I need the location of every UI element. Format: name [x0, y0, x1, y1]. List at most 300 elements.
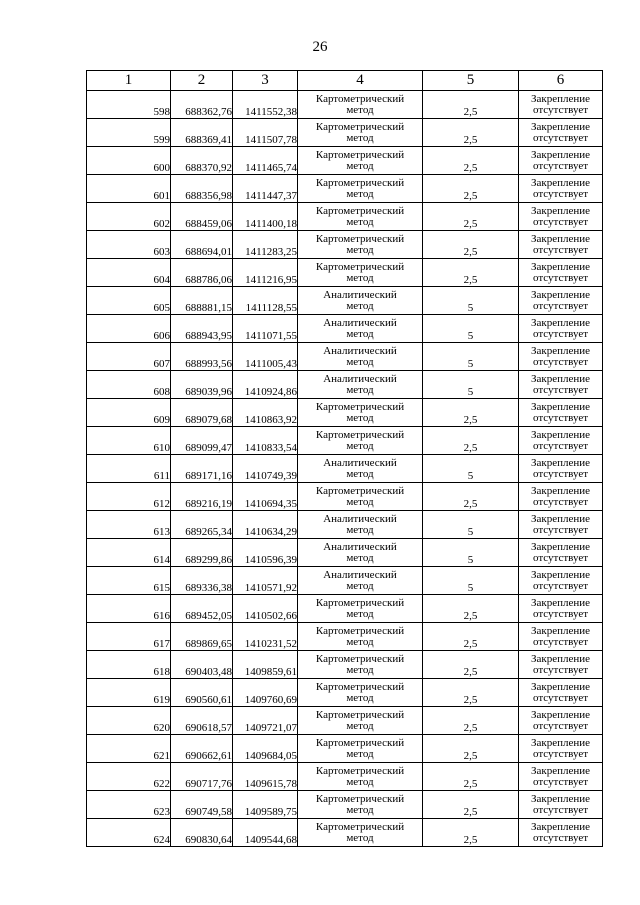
method-label: Аналитический: [323, 456, 397, 469]
method-cell: [298, 819, 423, 847]
fixation-label-suffix: отсутствует: [532, 411, 589, 424]
method-cell: [298, 427, 423, 455]
table-row: [87, 287, 603, 315]
method-label-suffix: метод: [346, 551, 374, 564]
method-label-suffix: метод: [346, 495, 374, 508]
method-label-suffix: метод: [346, 131, 374, 144]
fixation-cell: [519, 763, 603, 791]
accuracy-value: 5: [423, 315, 519, 343]
coord-y: 1411400,18: [233, 203, 298, 231]
coord-y: 1410231,52: [233, 623, 298, 651]
method-label: Картометрический: [315, 148, 405, 161]
method-label: Картометрический: [315, 428, 405, 441]
fixation-cell: [519, 679, 603, 707]
coord-x: 688694,01: [171, 231, 233, 259]
method-label-suffix: метод: [346, 803, 374, 816]
fixation-label-suffix: отсутствует: [532, 467, 589, 480]
method-label-suffix: метод: [346, 663, 374, 676]
coord-x: 689336,38: [171, 567, 233, 595]
coord-y: 1410694,35: [233, 483, 298, 511]
coord-y: 1409721,07: [233, 707, 298, 735]
accuracy-value: 2,5: [423, 651, 519, 679]
method-label-suffix: метод: [346, 579, 374, 592]
method-label: Картометрический: [315, 596, 405, 609]
fixation-cell: [519, 623, 603, 651]
coord-y: 1409859,61: [233, 651, 298, 679]
accuracy-value: 5: [423, 539, 519, 567]
fixation-cell: [519, 371, 603, 399]
accuracy-value: 2,5: [423, 175, 519, 203]
fixation-label-suffix: отсутствует: [532, 439, 589, 452]
fixation-cell: [519, 791, 603, 819]
coord-y: 1411552,38: [233, 91, 298, 119]
accuracy-value: 2,5: [423, 707, 519, 735]
method-label-suffix: метод: [346, 355, 374, 368]
accuracy-value: 5: [423, 455, 519, 483]
table-row: [87, 819, 603, 847]
fixation-label-suffix: отсутствует: [532, 355, 589, 368]
method-label-suffix: метод: [346, 439, 374, 452]
fixation-label: Закрепление: [530, 344, 591, 357]
fixation-cell: [519, 175, 603, 203]
point-number: 614: [87, 539, 171, 567]
table-row: [87, 707, 603, 735]
coord-x: 688356,98: [171, 175, 233, 203]
method-cell: [298, 119, 423, 147]
fixation-label: Закрепление: [530, 512, 591, 525]
coord-y: 1411071,55: [233, 315, 298, 343]
accuracy-value: 5: [423, 371, 519, 399]
method-cell: [298, 511, 423, 539]
point-number: 600: [87, 147, 171, 175]
fixation-label-suffix: отсутствует: [532, 775, 589, 788]
method-label-suffix: метод: [346, 215, 374, 228]
fixation-label: Закрепление: [530, 652, 591, 665]
table-row: [87, 231, 603, 259]
method-label: Аналитический: [323, 344, 397, 357]
method-cell: [298, 287, 423, 315]
coord-x: 688459,06: [171, 203, 233, 231]
point-number: 606: [87, 315, 171, 343]
method-label-suffix: метод: [346, 523, 374, 536]
accuracy-value: 5: [423, 343, 519, 371]
method-cell: [298, 791, 423, 819]
table-row: [87, 343, 603, 371]
point-number: 624: [87, 819, 171, 847]
method-cell: [298, 91, 423, 119]
table-header-row: [87, 71, 603, 91]
accuracy-value: 2,5: [423, 259, 519, 287]
accuracy-value: 2,5: [423, 119, 519, 147]
coord-x: 689869,65: [171, 623, 233, 651]
fixation-label-suffix: отсутствует: [532, 635, 589, 648]
method-label: Картометрический: [315, 120, 405, 133]
fixation-label-suffix: отсутствует: [532, 271, 589, 284]
fixation-label-suffix: отсутствует: [532, 691, 589, 704]
table-row: [87, 483, 603, 511]
coord-x: 690717,76: [171, 763, 233, 791]
method-label: Картометрический: [315, 792, 405, 805]
coord-x: 688362,76: [171, 91, 233, 119]
fixation-label: Закрепление: [530, 120, 591, 133]
fixation-label: Закрепление: [530, 260, 591, 273]
fixation-label: Закрепление: [530, 456, 591, 469]
coord-y: 1410924,86: [233, 371, 298, 399]
column-header-1: 1: [87, 71, 171, 91]
method-label-suffix: метод: [346, 103, 374, 116]
coord-x: 689079,68: [171, 399, 233, 427]
accuracy-value: 2,5: [423, 147, 519, 175]
method-label: Картометрический: [315, 400, 405, 413]
table-row: [87, 315, 603, 343]
accuracy-value: 5: [423, 567, 519, 595]
fixation-cell: [519, 231, 603, 259]
fixation-label: Закрепление: [530, 316, 591, 329]
fixation-label-suffix: отсутствует: [532, 831, 589, 844]
table-row: [87, 763, 603, 791]
fixation-cell: [519, 147, 603, 175]
method-label-suffix: метод: [346, 327, 374, 340]
coord-y: 1409760,69: [233, 679, 298, 707]
method-label-suffix: метод: [346, 271, 374, 284]
column-header-3: 3: [233, 71, 298, 91]
accuracy-value: 2,5: [423, 91, 519, 119]
point-number: 618: [87, 651, 171, 679]
coord-x: 690749,58: [171, 791, 233, 819]
coord-x: 688370,92: [171, 147, 233, 175]
fixation-label: Закрепление: [530, 400, 591, 413]
fixation-label: Закрепление: [530, 764, 591, 777]
method-label-suffix: метод: [346, 159, 374, 172]
table-row: [87, 427, 603, 455]
fixation-cell: [519, 455, 603, 483]
column-header-2: 2: [171, 71, 233, 91]
fixation-label: Закрепление: [530, 624, 591, 637]
method-label: Аналитический: [323, 568, 397, 581]
method-label-suffix: метод: [346, 299, 374, 312]
fixation-cell: [519, 427, 603, 455]
method-label: Картометрический: [315, 176, 405, 189]
method-cell: [298, 259, 423, 287]
fixation-label-suffix: отсутствует: [532, 551, 589, 564]
point-number: 623: [87, 791, 171, 819]
coord-y: 1410749,39: [233, 455, 298, 483]
coordinates-table: [86, 70, 603, 847]
fixation-cell: [519, 735, 603, 763]
fixation-label: Закрепление: [530, 428, 591, 441]
coord-x: 688369,41: [171, 119, 233, 147]
coord-x: 690560,61: [171, 679, 233, 707]
page-number: 26: [312, 39, 328, 55]
method-cell: [298, 651, 423, 679]
method-cell: [298, 679, 423, 707]
point-number: 601: [87, 175, 171, 203]
coord-y: 1409544,68: [233, 819, 298, 847]
method-cell: [298, 203, 423, 231]
fixation-label: Закрепление: [530, 288, 591, 301]
coord-x: 690662,61: [171, 735, 233, 763]
column-header-5: 5: [423, 71, 519, 91]
fixation-cell: [519, 511, 603, 539]
coord-y: 1409589,75: [233, 791, 298, 819]
coord-y: 1410833,54: [233, 427, 298, 455]
method-cell: [298, 371, 423, 399]
point-number: 602: [87, 203, 171, 231]
method-cell: [298, 231, 423, 259]
method-cell: [298, 343, 423, 371]
fixation-label-suffix: отсутствует: [532, 159, 589, 172]
fixation-cell: [519, 315, 603, 343]
accuracy-value: 2,5: [423, 679, 519, 707]
method-label: Картометрический: [315, 624, 405, 637]
point-number: 610: [87, 427, 171, 455]
fixation-cell: [519, 203, 603, 231]
table-row: [87, 371, 603, 399]
method-cell: [298, 707, 423, 735]
fixation-label-suffix: отсутствует: [532, 607, 589, 620]
coord-y: 1410634,29: [233, 511, 298, 539]
table-row: [87, 623, 603, 651]
point-number: 619: [87, 679, 171, 707]
accuracy-value: 2,5: [423, 595, 519, 623]
point-number: 616: [87, 595, 171, 623]
fixation-cell: [519, 595, 603, 623]
method-label: Аналитический: [323, 512, 397, 525]
fixation-cell: [519, 819, 603, 847]
fixation-cell: [519, 399, 603, 427]
fixation-label: Закрепление: [530, 680, 591, 693]
point-number: 605: [87, 287, 171, 315]
table-row: [87, 147, 603, 175]
coord-y: 1410502,66: [233, 595, 298, 623]
method-label: Картометрический: [315, 764, 405, 777]
table-row: [87, 791, 603, 819]
point-number: 621: [87, 735, 171, 763]
fixation-cell: [519, 287, 603, 315]
fixation-label: Закрепление: [530, 148, 591, 161]
method-cell: [298, 399, 423, 427]
method-label: Картометрический: [315, 708, 405, 721]
fixation-label-suffix: отсутствует: [532, 215, 589, 228]
fixation-label-suffix: отсутствует: [532, 299, 589, 312]
fixation-cell: [519, 567, 603, 595]
fixation-label: Закрепление: [530, 204, 591, 217]
coord-x: 688881,15: [171, 287, 233, 315]
coord-x: 690830,64: [171, 819, 233, 847]
point-number: 599: [87, 119, 171, 147]
coord-x: 688943,95: [171, 315, 233, 343]
table-row: [87, 91, 603, 119]
fixation-cell: [519, 483, 603, 511]
fixation-cell: [519, 119, 603, 147]
method-label-suffix: метод: [346, 187, 374, 200]
method-label-suffix: метод: [346, 719, 374, 732]
accuracy-value: 2,5: [423, 623, 519, 651]
fixation-label: Закрепление: [530, 708, 591, 721]
point-number: 622: [87, 763, 171, 791]
coord-y: 1411283,25: [233, 231, 298, 259]
coord-x: 689265,34: [171, 511, 233, 539]
method-label-suffix: метод: [346, 383, 374, 396]
accuracy-value: 2,5: [423, 427, 519, 455]
point-number: 607: [87, 343, 171, 371]
fixation-label: Закрепление: [530, 596, 591, 609]
coord-x: 689299,86: [171, 539, 233, 567]
fixation-cell: [519, 539, 603, 567]
method-label: Картометрический: [315, 736, 405, 749]
column-header-6: 6: [519, 71, 603, 91]
method-label-suffix: метод: [346, 831, 374, 844]
fixation-label-suffix: отсутствует: [532, 243, 589, 256]
method-cell: [298, 567, 423, 595]
table-row: [87, 679, 603, 707]
coord-y: 1411465,74: [233, 147, 298, 175]
accuracy-value: 2,5: [423, 763, 519, 791]
fixation-cell: [519, 91, 603, 119]
table-row: [87, 119, 603, 147]
table-row: [87, 735, 603, 763]
method-label-suffix: метод: [346, 243, 374, 256]
method-label: Аналитический: [323, 288, 397, 301]
fixation-cell: [519, 651, 603, 679]
point-number: 604: [87, 259, 171, 287]
accuracy-value: 5: [423, 511, 519, 539]
point-number: 612: [87, 483, 171, 511]
point-number: 617: [87, 623, 171, 651]
method-cell: [298, 763, 423, 791]
accuracy-value: 2,5: [423, 791, 519, 819]
fixation-label: Закрепление: [530, 792, 591, 805]
method-label: Аналитический: [323, 316, 397, 329]
fixation-label-suffix: отсутствует: [532, 495, 589, 508]
accuracy-value: 2,5: [423, 819, 519, 847]
point-number: 613: [87, 511, 171, 539]
point-number: 603: [87, 231, 171, 259]
coord-y: 1409684,05: [233, 735, 298, 763]
table-row: [87, 511, 603, 539]
table-row: [87, 651, 603, 679]
fixation-label-suffix: отсутствует: [532, 383, 589, 396]
coord-x: 689099,47: [171, 427, 233, 455]
method-label-suffix: метод: [346, 775, 374, 788]
point-number: 598: [87, 91, 171, 119]
coord-x: 689039,96: [171, 371, 233, 399]
table-row: [87, 259, 603, 287]
fixation-label: Закрепление: [530, 176, 591, 189]
fixation-label-suffix: отсутствует: [532, 327, 589, 340]
coord-y: 1410571,92: [233, 567, 298, 595]
coord-y: 1411447,37: [233, 175, 298, 203]
fixation-label: Закрепление: [530, 540, 591, 553]
method-label-suffix: метод: [346, 467, 374, 480]
method-label: Картометрический: [315, 680, 405, 693]
method-label: Картометрический: [315, 232, 405, 245]
point-number: 611: [87, 455, 171, 483]
method-label: Картометрический: [315, 92, 405, 105]
point-number: 620: [87, 707, 171, 735]
fixation-label-suffix: отсутствует: [532, 747, 589, 760]
method-cell: [298, 735, 423, 763]
column-header-4: 4: [298, 71, 423, 91]
table-row: [87, 399, 603, 427]
method-label: Картометрический: [315, 652, 405, 665]
method-label: Картометрический: [315, 204, 405, 217]
coord-y: 1410863,92: [233, 399, 298, 427]
coord-y: 1411128,55: [233, 287, 298, 315]
method-label: Аналитический: [323, 372, 397, 385]
accuracy-value: 2,5: [423, 399, 519, 427]
method-cell: [298, 539, 423, 567]
fixation-label-suffix: отсутствует: [532, 131, 589, 144]
coord-x: 689171,16: [171, 455, 233, 483]
method-cell: [298, 455, 423, 483]
table-row: [87, 539, 603, 567]
coord-y: 1410596,39: [233, 539, 298, 567]
method-label: Картометрический: [315, 820, 405, 833]
coord-y: 1411005,43: [233, 343, 298, 371]
fixation-label: Закрепление: [530, 568, 591, 581]
fixation-cell: [519, 259, 603, 287]
method-label: Картометрический: [315, 484, 405, 497]
fixation-label: Закрепление: [530, 232, 591, 245]
method-label-suffix: метод: [346, 607, 374, 620]
coord-x: 689452,05: [171, 595, 233, 623]
point-number: 608: [87, 371, 171, 399]
coord-y: 1411507,78: [233, 119, 298, 147]
coord-x: 689216,19: [171, 483, 233, 511]
table-row: [87, 455, 603, 483]
method-cell: [298, 623, 423, 651]
method-cell: [298, 175, 423, 203]
method-cell: [298, 315, 423, 343]
method-cell: [298, 483, 423, 511]
table-row: [87, 203, 603, 231]
point-number: 609: [87, 399, 171, 427]
fixation-label: Закрепление: [530, 820, 591, 833]
accuracy-value: 5: [423, 287, 519, 315]
fixation-cell: [519, 343, 603, 371]
accuracy-value: 2,5: [423, 203, 519, 231]
fixation-label-suffix: отсутствует: [532, 663, 589, 676]
fixation-label-suffix: отсутствует: [532, 803, 589, 816]
coord-x: 690403,48: [171, 651, 233, 679]
table-row: [87, 567, 603, 595]
fixation-label: Закрепление: [530, 736, 591, 749]
fixation-label-suffix: отсутствует: [532, 579, 589, 592]
method-label-suffix: метод: [346, 747, 374, 760]
fixation-label: Закрепление: [530, 92, 591, 105]
coord-x: 690618,57: [171, 707, 233, 735]
method-label: Аналитический: [323, 540, 397, 553]
method-label-suffix: метод: [346, 635, 374, 648]
method-label-suffix: метод: [346, 691, 374, 704]
method-label-suffix: метод: [346, 411, 374, 424]
table-row: [87, 175, 603, 203]
accuracy-value: 2,5: [423, 735, 519, 763]
fixation-label-suffix: отсутствует: [532, 523, 589, 536]
fixation-label: Закрепление: [530, 372, 591, 385]
fixation-label: Закрепление: [530, 484, 591, 497]
coord-x: 688993,56: [171, 343, 233, 371]
table-row: [87, 595, 603, 623]
fixation-label-suffix: отсутствует: [532, 103, 589, 116]
method-cell: [298, 595, 423, 623]
accuracy-value: 2,5: [423, 483, 519, 511]
fixation-label-suffix: отсутствует: [532, 719, 589, 732]
coord-x: 688786,06: [171, 259, 233, 287]
fixation-label-suffix: отсутствует: [532, 187, 589, 200]
coord-y: 1411216,95: [233, 259, 298, 287]
